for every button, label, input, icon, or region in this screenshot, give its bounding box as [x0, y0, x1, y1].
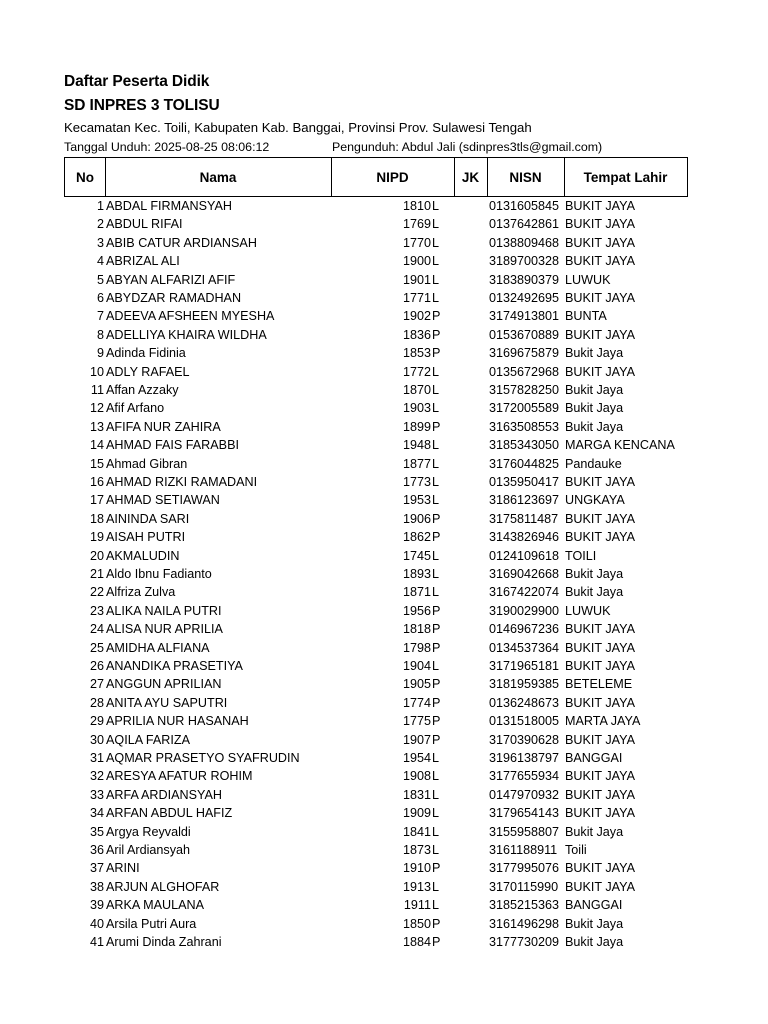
student-nisn: 3169042668: [489, 567, 560, 581]
student-birthplace: Bukit Jaya: [565, 401, 624, 416]
table-row: [0, 896, 768, 914]
student-name: ABDUL RIFAI: [106, 217, 183, 232]
student-name: ARESYA AFATUR ROHIM: [106, 769, 253, 784]
student-birthplace: LUWUK: [565, 272, 611, 287]
student-name: ANGGUN APRILIAN: [106, 677, 222, 692]
student-nisn: 3174913801: [489, 309, 560, 324]
student-birthplace: BUKIT JAYA: [565, 511, 635, 526]
table-row: [0, 363, 768, 381]
student-gender: L: [432, 787, 440, 802]
row-number: 1: [96, 199, 104, 213]
table-row: [0, 620, 768, 638]
student-gender: L: [432, 291, 440, 305]
student-birthplace: BUKIT JAYA: [565, 861, 635, 876]
table-row: [0, 271, 768, 289]
student-gender: P: [432, 640, 441, 655]
student-gender: L: [432, 751, 440, 765]
document-title: Daftar Peserta Didik: [64, 73, 210, 90]
student-nipd: 1772: [402, 364, 431, 379]
student-nipd: 1775: [402, 714, 431, 729]
student-nipd: 1818: [402, 622, 431, 637]
student-nipd: 1769: [402, 217, 431, 232]
student-gender: P: [432, 677, 441, 692]
student-gender: P: [432, 309, 441, 324]
student-gender: P: [432, 695, 441, 710]
student-nipd: 1907: [402, 732, 431, 747]
row-number: 6: [96, 291, 104, 305]
row-number: 14: [89, 438, 104, 453]
row-number: 23: [89, 603, 104, 618]
table-row: [0, 455, 768, 473]
student-nisn: 3170115990: [489, 879, 559, 894]
row-number: 30: [89, 732, 104, 747]
student-name: ANANDIKA PRASETIYA: [106, 659, 243, 673]
table-row: [0, 583, 768, 601]
student-nisn: 3189700328: [489, 254, 560, 269]
student-nisn: 3169675879: [489, 346, 560, 361]
student-birthplace: BETELEME: [565, 677, 633, 692]
student-nisn: 3157828250: [489, 383, 560, 397]
student-birthplace: BUKIT JAYA: [565, 254, 635, 269]
student-nipd: 1899: [402, 419, 431, 434]
table-row: [0, 565, 768, 583]
student-birthplace: BUKIT JAYA: [565, 659, 635, 673]
student-birthplace: BUKIT JAYA: [565, 622, 635, 637]
student-nisn: 3167422074: [489, 585, 560, 600]
student-nipd: 1956: [402, 603, 431, 618]
student-gender: L: [432, 879, 440, 894]
row-number: 15: [89, 456, 104, 471]
student-name: ADEEVA AFSHEEN MYESHA: [106, 309, 275, 324]
student-nisn: 0131518005: [489, 714, 560, 729]
table-row: [0, 823, 768, 841]
student-birthplace: Bukit Jaya: [565, 383, 624, 397]
student-name: ABYAN ALFARIZI AFIF: [106, 272, 236, 287]
student-name: ALISA NUR APRILIA: [106, 622, 223, 637]
table-row: [0, 878, 768, 896]
table-row: [0, 841, 768, 859]
student-birthplace: MARGA KENCANA: [565, 438, 675, 453]
student-nipd: 1871: [402, 585, 431, 600]
student-birthplace: BUKIT JAYA: [565, 235, 635, 250]
student-name: ARJUN ALGHOFAR: [106, 879, 220, 894]
student-gender: L: [432, 401, 440, 416]
row-number: 41: [89, 935, 104, 949]
student-nisn: 0135672968: [489, 364, 560, 379]
student-nisn: 0153670889: [489, 327, 560, 342]
table-row: [0, 786, 768, 804]
student-birthplace: BUKIT JAYA: [565, 475, 635, 489]
row-number: 5: [96, 272, 104, 287]
student-gender: P: [432, 732, 441, 747]
student-nisn: 0136248673: [489, 695, 560, 710]
table-row: [0, 915, 768, 933]
student-birthplace: Bukit Jaya: [565, 567, 624, 581]
table-row: [0, 547, 768, 565]
student-nipd: 1873: [402, 843, 431, 857]
student-nisn: 3186123697: [489, 493, 560, 508]
student-birthplace: BUKIT JAYA: [565, 879, 635, 894]
student-nipd: 1905: [402, 677, 431, 692]
student-gender: P: [432, 935, 441, 949]
student-nisn: 0138809468: [489, 235, 560, 250]
row-number: 31: [89, 751, 104, 765]
table-row: [0, 381, 768, 399]
student-nisn: 0135950417: [489, 475, 560, 489]
row-number: 11: [90, 383, 104, 397]
student-nipd: 1909: [402, 806, 431, 821]
student-nisn: 3185215363: [489, 898, 560, 913]
student-name: AISAH PUTRI: [106, 530, 186, 545]
student-name: ABYDZAR RAMADHAN: [106, 291, 242, 305]
table-row: [0, 473, 768, 491]
student-gender: P: [432, 603, 441, 618]
student-name: Alfriza Zulva: [106, 585, 176, 600]
table-row: [0, 510, 768, 528]
student-birthplace: BUNTA: [565, 309, 607, 324]
student-birthplace: Bukit Jaya: [565, 824, 624, 839]
row-number: 36: [89, 843, 104, 857]
table-row: [0, 767, 768, 785]
student-birthplace: BUKIT JAYA: [565, 732, 635, 747]
student-birthplace: Toili: [565, 843, 587, 857]
student-gender: L: [432, 456, 440, 471]
student-gender: P: [432, 530, 441, 545]
student-nisn: 3171965181: [489, 659, 560, 673]
student-name: AKMALUDIN: [106, 548, 180, 563]
student-birthplace: Bukit Jaya: [565, 346, 624, 361]
student-name: ADLY RAFAEL: [106, 364, 190, 379]
student-birthplace: BUKIT JAYA: [565, 327, 635, 342]
student-nisn: 3163508553: [489, 419, 560, 434]
student-birthplace: TOILI: [565, 548, 597, 563]
student-nipd: 1908: [402, 769, 431, 784]
table-row: [0, 344, 768, 362]
student-birthplace: BUKIT JAYA: [565, 787, 635, 802]
student-gender: L: [432, 659, 440, 673]
row-number: 8: [96, 327, 104, 342]
row-number: 40: [89, 916, 104, 931]
row-number: 4: [96, 254, 104, 269]
student-nisn: 0134537364: [489, 640, 560, 655]
student-nipd: 1774: [402, 695, 431, 710]
student-birthplace: Bukit Jaya: [565, 935, 624, 949]
student-gender: L: [432, 475, 440, 489]
student-nisn: 3185343050: [489, 438, 560, 453]
header-nisn: NISN: [487, 157, 565, 197]
student-nipd: 1862: [402, 530, 431, 545]
student-nipd: 1745: [402, 548, 431, 563]
student-nipd: 1954: [402, 751, 431, 765]
row-number: 37: [89, 861, 104, 876]
student-nipd: 1810: [402, 199, 431, 213]
table-row: [0, 197, 768, 215]
student-nisn: 3179654143: [489, 806, 560, 821]
student-name: ALIKA NAILA PUTRI: [106, 603, 222, 618]
student-nisn: 3177655934: [489, 769, 560, 784]
student-nipd: 1870: [402, 383, 431, 397]
header-jk: JK: [454, 157, 488, 197]
row-number: 12: [89, 401, 104, 416]
student-nipd: 1771: [402, 291, 431, 305]
student-nipd: 1901: [402, 272, 431, 287]
student-birthplace: BUKIT JAYA: [565, 199, 635, 213]
student-nisn: 3177995076: [489, 861, 560, 876]
row-number: 2: [96, 217, 104, 232]
student-birthplace: Bukit Jaya: [565, 585, 624, 600]
student-birthplace: LUWUK: [565, 603, 611, 618]
student-name: AININDA SARI: [106, 511, 190, 526]
student-name: ARFAN ABDUL HAFIZ: [106, 806, 233, 821]
student-nipd: 1893: [402, 567, 431, 581]
row-number: 13: [89, 419, 104, 434]
student-gender: L: [432, 806, 440, 821]
student-nipd: 1910: [402, 861, 431, 876]
student-nisn: 3176044825: [489, 456, 560, 471]
student-birthplace: Pandauke: [565, 456, 622, 471]
student-nisn: 0146967236: [489, 622, 560, 637]
student-gender: P: [432, 511, 441, 526]
student-gender: P: [432, 346, 441, 361]
row-number: 38: [89, 879, 104, 894]
student-nisn: 3143826946: [489, 530, 560, 545]
student-nipd: 1850: [402, 916, 431, 931]
student-nisn: 3190029900: [489, 603, 560, 618]
student-nipd: 1798: [402, 640, 431, 655]
row-number: 35: [89, 824, 104, 839]
row-number: 21: [89, 567, 104, 581]
student-gender: L: [432, 769, 440, 784]
student-nisn: 3196138797: [489, 751, 560, 765]
table-row: [0, 418, 768, 436]
student-gender: L: [432, 217, 440, 232]
student-name: Adinda Fidinia: [106, 346, 186, 361]
student-nisn: 3177730209: [489, 935, 560, 949]
student-name: ABIB CATUR ARDIANSAH: [106, 235, 257, 250]
student-gender: L: [432, 548, 440, 563]
table-row: [0, 804, 768, 822]
student-name: Afif Arfano: [106, 401, 165, 416]
table-row: [0, 602, 768, 620]
student-gender: L: [432, 843, 440, 857]
student-nipd: 1831: [402, 787, 431, 802]
student-gender: L: [432, 567, 440, 581]
student-nipd: 1853: [402, 346, 431, 361]
row-number: 18: [89, 511, 104, 526]
student-nisn: 0147970932: [489, 787, 560, 802]
student-name: ABDAL FIRMANSYAH: [106, 199, 232, 213]
student-gender: L: [432, 824, 440, 839]
row-number: 3: [96, 235, 104, 250]
student-name: ANITA AYU SAPUTRI: [106, 695, 228, 710]
table-row: [0, 399, 768, 417]
student-birthplace: BUKIT JAYA: [565, 695, 635, 710]
table-row: [0, 326, 768, 344]
student-gender: L: [432, 493, 440, 508]
student-birthplace: BUKIT JAYA: [565, 217, 635, 232]
student-nisn: 3170390628: [489, 732, 560, 747]
table-row: [0, 675, 768, 693]
student-nipd: 1836: [402, 327, 431, 342]
student-nipd: 1948: [402, 438, 431, 453]
student-name: AHMAD FAIS FARABBI: [106, 438, 239, 453]
student-nipd: 1904: [402, 659, 431, 673]
row-number: 26: [89, 659, 104, 673]
student-gender: L: [432, 272, 440, 287]
table-row: [0, 528, 768, 546]
location-line: Kecamatan Kec. Toili, Kabupaten Kab. Banggai, Provinsi Prov. Sulawesi Tengah: [64, 120, 532, 135]
student-gender: L: [432, 235, 440, 250]
row-number: 24: [89, 622, 104, 637]
row-number: 25: [89, 640, 104, 655]
student-birthplace: Bukit Jaya: [565, 419, 624, 434]
student-nisn: 3175811487: [489, 511, 559, 526]
student-nisn: 3183890379: [489, 272, 560, 287]
table-row: [0, 307, 768, 325]
student-birthplace: BUKIT JAYA: [565, 530, 635, 545]
table-row: [0, 749, 768, 767]
student-gender: P: [432, 861, 441, 876]
table-row: [0, 933, 768, 951]
student-name: Arumi Dinda Zahrani: [106, 935, 222, 949]
student-nipd: 1884: [402, 935, 431, 949]
student-name: ARFA ARDIANSYAH: [106, 787, 222, 802]
table-row: [0, 639, 768, 657]
student-name: Aril Ardiansyah: [106, 843, 190, 857]
row-number: 16: [89, 475, 104, 489]
table-row: [0, 491, 768, 509]
school-name: SD INPRES 3 TOLISU: [64, 97, 220, 114]
row-number: 28: [89, 695, 104, 710]
student-gender: L: [432, 199, 440, 213]
student-nisn: 3155958807: [489, 824, 560, 839]
row-number: 17: [89, 493, 104, 508]
student-name: AHMAD SETIAWAN: [106, 493, 220, 508]
table-row: [0, 859, 768, 877]
header-no: No: [64, 157, 106, 197]
student-nisn: 3172005589: [489, 401, 560, 416]
student-name: APRILIA NUR HASANAH: [106, 714, 249, 729]
student-gender: L: [432, 438, 440, 453]
student-birthplace: BUKIT JAYA: [565, 291, 635, 305]
student-nisn: 0131605845: [489, 199, 560, 213]
table-row: [0, 657, 768, 675]
download-date: Tanggal Unduh: 2025-08-25 08:06:12: [64, 140, 270, 154]
header-nipd: NIPD: [331, 157, 455, 197]
student-nisn: 0124109618: [489, 548, 560, 563]
student-name: ARKA MAULANA: [106, 898, 204, 913]
student-nipd: 1953: [402, 493, 431, 508]
student-nisn: 3161496298: [489, 916, 560, 931]
student-birthplace: BUKIT JAYA: [565, 806, 635, 821]
student-nipd: 1911: [403, 898, 431, 913]
student-name: Arsila Putri Aura: [106, 916, 197, 931]
student-gender: P: [432, 622, 441, 637]
student-nipd: 1877: [402, 456, 431, 471]
student-name: Aldo Ibnu Fadianto: [106, 567, 212, 581]
row-number: 39: [89, 898, 104, 913]
student-gender: L: [432, 254, 440, 269]
table-row: [0, 215, 768, 233]
table-row: [0, 712, 768, 730]
student-nipd: 1906: [402, 511, 431, 526]
student-gender: P: [432, 714, 441, 729]
student-birthplace: BUKIT JAYA: [565, 364, 635, 379]
student-nipd: 1770: [402, 235, 431, 250]
student-nisn: 3161188911: [489, 843, 558, 857]
student-birthplace: UNGKAYA: [565, 493, 625, 508]
student-nipd: 1903: [402, 401, 431, 416]
student-name: AFIFA NUR ZAHIRA: [106, 419, 221, 434]
downloader-info: Pengunduh: Abdul Jali (sdinpres3tls@gmail.com): [332, 140, 603, 154]
student-gender: P: [432, 419, 441, 434]
student-nipd: 1913: [402, 879, 431, 894]
table-row: [0, 694, 768, 712]
student-birthplace: Bukit Jaya: [565, 916, 624, 931]
student-nisn: 0137642861: [489, 217, 560, 232]
table-row: [0, 731, 768, 749]
row-number: 34: [89, 806, 104, 821]
student-name: Argya Reyvaldi: [106, 824, 191, 839]
row-number: 20: [89, 548, 104, 563]
student-nipd: 1841: [402, 824, 431, 839]
student-gender: P: [432, 916, 441, 931]
row-number: 32: [89, 769, 104, 784]
student-gender: P: [432, 327, 441, 342]
student-name: ADELLIYA KHAIRA WILDHA: [106, 327, 267, 342]
student-name: ARINI: [106, 861, 140, 876]
student-gender: L: [432, 898, 440, 913]
row-number: 19: [89, 530, 104, 545]
student-nisn: 0132492695: [489, 291, 560, 305]
table-row: [0, 234, 768, 252]
row-number: 22: [89, 585, 104, 600]
student-name: ABRIZAL ALI: [106, 254, 180, 269]
table-row: [0, 252, 768, 270]
table-row: [0, 289, 768, 307]
student-gender: L: [432, 383, 440, 397]
row-number: 29: [89, 714, 104, 729]
student-name: Affan Azzaky: [106, 383, 179, 397]
student-nisn: 3181959385: [489, 677, 560, 692]
student-birthplace: MARTA JAYA: [565, 714, 641, 729]
student-birthplace: BANGGAI: [565, 898, 623, 913]
student-nipd: 1902: [402, 309, 431, 324]
header-nama: Nama: [105, 157, 332, 197]
student-name: AQILA FARIZA: [106, 732, 190, 747]
row-number: 7: [96, 309, 104, 324]
student-name: Ahmad Gibran: [106, 456, 188, 471]
student-nipd: 1900: [402, 254, 431, 269]
student-name: AQMAR PRASETYO SYAFRUDIN: [106, 751, 300, 765]
header-tempat-lahir: Tempat Lahir: [564, 157, 688, 197]
student-name: AMIDHA ALFIANA: [106, 640, 210, 655]
student-birthplace: BUKIT JAYA: [565, 640, 635, 655]
student-birthplace: BUKIT JAYA: [565, 769, 635, 784]
row-number: 27: [89, 677, 104, 692]
row-number: 9: [96, 346, 104, 361]
student-gender: L: [432, 585, 440, 600]
student-nipd: 1773: [402, 475, 431, 489]
student-name: AHMAD RIZKI RAMADANI: [106, 475, 258, 489]
table-row: [0, 436, 768, 454]
row-number: 10: [89, 364, 104, 379]
row-number: 33: [89, 787, 104, 802]
student-birthplace: BANGGAI: [565, 751, 623, 765]
student-gender: L: [432, 364, 440, 379]
